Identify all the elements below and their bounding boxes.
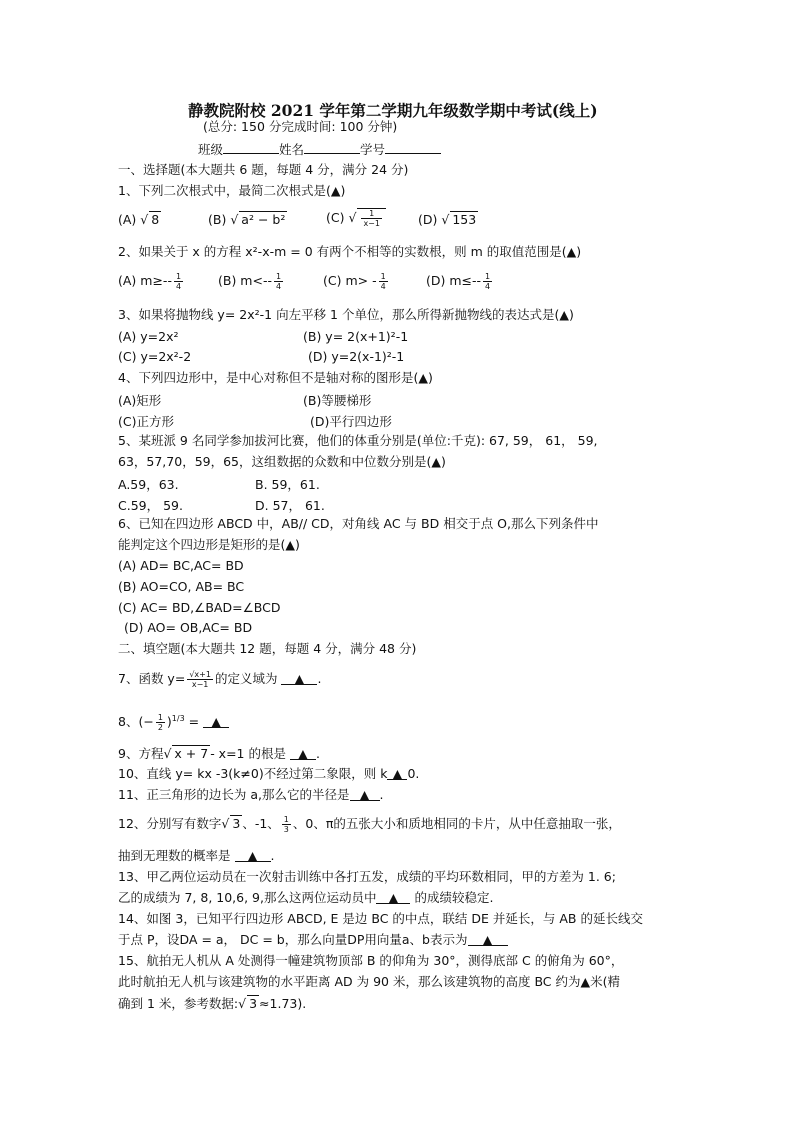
q5-option-b: B. 59，61. <box>255 477 320 492</box>
q9-radicand: x + 7 <box>174 746 209 761</box>
q1-b-radicand: a² − b² <box>241 212 286 227</box>
q14-answer-blank[interactable]: ▲ <box>468 932 508 946</box>
q9-answer-blank[interactable]: ▲ <box>290 746 316 760</box>
q10-answer-blank[interactable]: ▲ <box>387 766 407 780</box>
q4-option-b: (B)等腰梯形 <box>303 393 372 408</box>
q12-radicand: 3 <box>232 816 241 831</box>
q15-radicand: 3 <box>249 996 258 1011</box>
number-blank[interactable] <box>385 140 441 154</box>
q14-line1: 14、如图 3，已知平行四边形 ABCD, E 是边 BC 的中点，联结 DE 并延长，与 AB 的延长线交 <box>118 911 643 926</box>
q5-stem-line2: 63，57,70，59，65，这组数据的众数和中位数分别是(▲) <box>118 454 446 469</box>
exam-subtitle: (总分: 150 分完成时间: 100 分钟) <box>203 119 398 134</box>
q11: 11、正三角形的边长为 a,那么它的半径是 ▲ . <box>118 787 384 802</box>
q2-stem: 2、如果关于 x 的方程 x²-x-m = 0 有两个不相等的实数根，则 m 的取值范围是(▲) <box>118 244 582 259</box>
class-blank[interactable] <box>223 140 279 154</box>
section-one-heading: 一、选择题(本大题共 6 题，每题 4 分，满分 24 分) <box>118 162 409 177</box>
q6-option-a: (A) AD= BC,AC= BD <box>118 558 244 573</box>
name-label: 姓名 <box>279 142 305 157</box>
q4-option-d: (D)平行四边形 <box>310 414 392 429</box>
q11-answer-blank[interactable]: ▲ <box>350 787 380 801</box>
q4-stem: 4、下列四边形中，是中心对称但不是轴对称的图形是(▲) <box>118 370 433 385</box>
section-two-heading: 二、填空题(本大题共 12 题，每题 4 分，满分 48 分) <box>118 641 417 656</box>
q15-line2: 此时航拍无人机与该建筑物的水平距离 AD 为 90 米，那么该建筑物的高度 BC 约为▲米(精 <box>118 974 620 989</box>
q13-line1: 13、甲乙两位运动员在一次射击训练中各打五发，成绩的平均环数相同，甲的方差为 1. 6; <box>118 869 616 884</box>
q12-line1: 12、分别写有数字√ 3 、-1、 $\frac{1}{3}$ 、0、π的五张大小和质地相同的卡片，从中任意抽取一张， <box>118 815 621 834</box>
q5-stem-line1: 5、某班派 9 名同学参加拔河比赛，他们的体重分别是(单位:千克): 67, 59， 61， 59, <box>118 433 598 448</box>
q5-option-a: A.59，63. <box>118 477 179 492</box>
name-blank[interactable] <box>304 140 360 154</box>
q1-c-denominator: x−1 <box>363 219 380 228</box>
q12-answer-blank[interactable]: ▲ <box>235 848 271 862</box>
q1-c-numerator: 1 <box>361 209 382 219</box>
q7-denominator: x−1 <box>191 680 209 689</box>
q1-option-b: (B) √ a² − b² <box>208 212 286 227</box>
q8-exponent: 1/3 <box>171 714 185 723</box>
q15-line1: 15、航拍无人机从 A 处测得一幢建筑物顶部 B 的仰角为 30°，测得底部 C 的俯角为 60°， <box>118 953 624 968</box>
q2-option-c: (C) m> - $\frac{1}{4}$ <box>323 272 386 291</box>
q12-line2: 抽到无理数的概率是 ▲ . <box>118 848 275 863</box>
q8: 8、(− $\frac{1}{2}$ )$^{1/3}$ = ▲ <box>118 711 229 732</box>
q6-option-c: (C) AC= BD,∠BAD=∠BCD <box>118 600 281 615</box>
q8-answer-blank[interactable]: ▲ <box>203 714 229 728</box>
q3-option-b: (B) y= 2(x+1)²-1 <box>303 329 409 344</box>
q6-stem-line1: 6、已知在四边形 ABCD 中，AB// CD，对角线 AC 与 BD 相交于点 O,那么下列条件中 <box>118 516 599 531</box>
q1-option-c: (C) √ $\frac{1}{x-1}$ <box>326 208 386 228</box>
q7-numerator: √x+1 <box>189 670 211 679</box>
q6-option-d: (D) AO= OB,AC= BD <box>124 620 253 635</box>
class-label: 班级 <box>198 142 224 157</box>
q4-option-c: (C)正方形 <box>118 414 174 429</box>
student-info <box>198 140 441 158</box>
number-label: 学号 <box>360 142 386 157</box>
q15-line3: 确到 1 米，参考数据:√ 3 ≈1.73). <box>118 996 307 1011</box>
q3-option-a: (A) y=2x² <box>118 329 179 344</box>
q2-option-a: (A) m≥-- $\frac{1}{4}$ <box>118 272 182 291</box>
q5-option-d: D. 57， 61. <box>255 498 325 513</box>
q14-line2: 于点 P，设DA = a， DC = b，那么向量DP用向量a、b表示为 ▲ <box>118 932 508 948</box>
q5-option-c: C.59， 59. <box>118 498 183 513</box>
q1-option-d: (D) √ 153 <box>418 212 477 227</box>
q1-stem: 1、下列二次根式中，最简二次根式是(▲) <box>118 183 346 198</box>
q6-stem-line2: 能判定这个四边形是矩形的是(▲) <box>118 537 300 552</box>
q1-a-radicand: 8 <box>151 212 160 227</box>
q1-d-radicand: 153 <box>452 212 477 227</box>
q3-option-d: (D) y=2(x-1)²-1 <box>308 349 405 364</box>
q10: 10、直线 y= kx -3(k≠0)不经过第二象限，则 k ▲ 0. <box>118 766 420 781</box>
q4-option-a: (A)矩形 <box>118 393 162 408</box>
q9: 9、方程√ x + 7 - x=1 的根是 ▲ . <box>118 746 320 761</box>
q7-answer-blank[interactable]: ▲ <box>281 671 317 685</box>
q6-option-b: (B) AO=CO, AB= BC <box>118 579 245 594</box>
q1-option-a: (A) √ 8 <box>118 212 160 227</box>
q2-option-d: (D) m≤-- $\frac{1}{4}$ <box>426 272 491 291</box>
q2-option-b: (B) m<-- $\frac{1}{4}$ <box>218 272 282 291</box>
q7: 7、函数 y= $\frac{√x+1}{x-1}$ 的定义域为 ▲ . <box>118 670 322 689</box>
q3-option-c: (C) y=2x²-2 <box>118 349 192 364</box>
q13-line2: 乙的成绩为 7, 8, 10,6, 9,那么这两位运动员中 ▲ 的成绩较稳定. <box>118 890 494 905</box>
q3-stem: 3、如果将抛物线 y= 2x²-1 向左平移 1 个单位，那么所得新抛物线的表达式是(▲) <box>118 307 574 322</box>
q13-answer-blank[interactable]: ▲ <box>376 890 410 904</box>
exam-title: 静教院附校 2021 学年第二学期九年级数学期中考试(线上) <box>188 101 598 120</box>
